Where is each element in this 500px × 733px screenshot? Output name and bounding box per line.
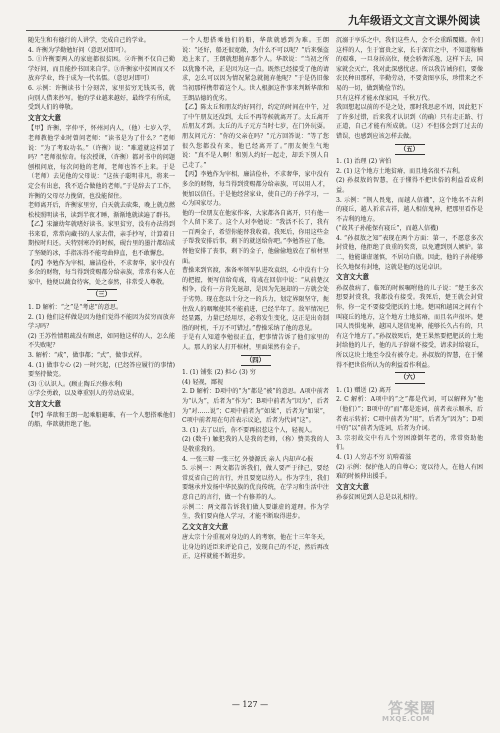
- paragraph: 孙泰贫困见到人总是以礼相待。: [336, 494, 422, 502]
- paragraph: 【甲】许衡，字仲平，怀州河内人，（他）七岁入学，老师教他学业时曾问老师：“读书是为了什么？”老师说：“为了考取功名。”（许衡）说：“难道就这样罢了吗？”老师很惊奇。每次授课，（许衡）都对书中的问题刨根问底，每次问他的老师，老师也答不上来。于是（老师）去见他的父母说：“这孩子聪明非凡，将来一定会有出息，我不适合做他的老师。”于是辞去了工作，许衡的父母尽力挽留，也没能留住。: [28, 125, 175, 200]
- column-middle: [182, 36, 329, 693]
- paragraph: 1. D 解析：“之”是“考虑”的意思。: [28, 304, 123, 312]
- paragraph: 2. (1) 这个地方土地贫瘠，而且地名很不吉利。: [336, 167, 465, 175]
- column-right: [336, 36, 483, 693]
- running-header: 九年级语文文言文课外阅读: [348, 14, 480, 27]
- paragraph: 我回想起以前的不是之处，那时我思虑不周，因此犯下了许多过错，后来我才认识到（的确）只有走正路、行正道，自己才能有所成就。（这）不但体会到了过去的错误，也感到应该怎样去做。: [336, 104, 483, 140]
- paragraph: (2) (数千) 触犯我的人是我的老师，（称）赞美我的人是敬重我的。: [182, 436, 329, 453]
- paragraph: 【甲】华歆和王朗一起乘船避难，有一个人想搭乘他们的船，华歆就拒绝了他。: [28, 411, 175, 429]
- paragraph: 3. 解析：“咸”，做事都；“式”，做事式样。: [28, 352, 146, 359]
- section-number: （六）: [395, 372, 425, 384]
- paragraph: 4. 许衡为学勤勉好问（意思对即可）。: [28, 46, 131, 54]
- paragraph: 老师离开后，许衡家里穷，白天就去砍柴，晚上就点燃松枝照明读书，读到半夜才睡，渐渐地就读遍了群书。: [28, 202, 175, 219]
- paragraph: 1. (1) 治理 (2) 害怕: [336, 158, 392, 166]
- paragraph: (“故其子孙能保有寝丘”，而越人信禨): [336, 225, 439, 233]
- paragraph: 6. 示例：许衡读书十分刻苦，家里贫穷无钱买书，就向别人借来抄写。他的学业越来越好，最终学有所成，受到人们的尊敬。: [28, 84, 175, 112]
- column-left: [28, 36, 175, 693]
- paragraph: 4. “孙叔敖之知”表现在两个方面：第一，不愿意多次封赏他，他拒绝了贵重的奖赏，以免遭到别人嫉妒。第二，他能谦虚谨慎，不居功自傲。因此，他的子孙能够长久地保有封地，这就是他的远见卓识。: [336, 234, 483, 271]
- page-number: — 127 —: [231, 700, 269, 709]
- paragraph: (2) 示例：保护他人的自尊心；宽以待人，在他人有困难的时候伸出援手。: [336, 463, 483, 481]
- paragraph: 【丙】李勉作为宰相，廉洁俭朴，不求奢华，家中没有多余的财物，每当得到赏赐都分给亲族，可以用人才，便加以信任。于是他经营家业，使自己的子孙学习，一心为国家尽力。: [182, 171, 329, 208]
- watermark-text: 答案圈: [388, 699, 437, 717]
- paragraph: 【乙】宋濂幼年就嗜好读书。家里贫穷，没有办法得到书来看，常常向藏书的人家去借，亲手抄写，计算着日期按时归还。天特别寒冷的时候，砚台里的墨汁都结成了坚硬的冰，手指冻得不能弯曲伸直，也不敢懈怠。: [28, 221, 175, 258]
- header-rule: [26, 30, 480, 31]
- paragraph: (2) 王苏性情粗疏没有顾虑，如同他这样的人，怎么能不失败呢？: [28, 332, 175, 350]
- paragraph: 2. (1) 他们这样做是因为他们觉得不能因为贫穷而放弃学习吗？: [28, 313, 175, 331]
- section-heading: 文言文大意: [336, 273, 369, 282]
- paragraph: (4) 轻视，鄙视: [182, 378, 224, 386]
- paragraph: 3. 宗羽故交中有儿个穷困潦倒年老的，常常资助他们。: [336, 434, 483, 452]
- paragraph: 随先生和有德行的人讲学，完成自己的学业。: [28, 37, 150, 44]
- paragraph: 1. (1) 铺张 (2) 担心 (3) 穷: [182, 369, 256, 377]
- paragraph: 2. D 解析：D项中的“为”都是“被”的意思。A项中前者为“认为”，后者为“作为”；B项中前者为“因为”，后者为“对……说”；C项中前者为“如果”，后者为“如果”，C项中前者用在句首表示议论，后者为代词“这”。: [182, 388, 329, 425]
- paragraph: 唐太宗十分重视对身边的人的考察，他在十三年冬天，让身边的近臣来评论自己，发现自己的不足，然后再改正，这样就能不断进步。: [182, 534, 329, 561]
- paragraph: 于是有人知道李勉很正直，把事情告诉了他们家里的人。那人的家人打开棺材，里面果然有金子。: [182, 334, 329, 351]
- paragraph: 他的一位朋友在他家作客，大家都各自离开，只有他一个人留下来了。这个人对李勉说：“我活不长了，我有一百两金子，希望你能替我收着。我死后，你用这些金子帮我安排后事，剩下的就送给你吧。”李勉答应了他，替他安排了丧事，剩下的金子，他偷偷地放在了棺材里面。: [182, 209, 329, 265]
- paragraph: 4. 一张三辩 一张三忆 外婆源氏 亲人 内却声心报: [182, 455, 314, 463]
- paragraph: 4. (1) 做事专心 (2) 一时兴起，(已经答应履行的事情)要坚持做完。: [28, 361, 175, 379]
- paragraph: 示例二：两文都告诉我们做人要谦虚的道理。作为学生，我们要向他人学习，才能不断取得进步。: [182, 503, 329, 521]
- paragraph: 曹操来到官渡，准备率领军队进攻袁绍，心中没有十分的把握，便写信给荀彧，荀彧在回信中说：“从前楚汉相争，没有一方肯先退却，是因为先退却的一方就会处于劣势。现在您以十分之一的兵力，划定界限坚守，扼住敌人的咽喉使其不能前进，已经半年了。敌军情况已经显露，力量已经用尽，必将发生变化，这正是出奇制胜的时机，千万不可错过。”曹操采纳了他的意见。: [182, 267, 329, 332]
- section-heading: 乙文文言文大意: [182, 522, 229, 531]
- paragraph: 5. ①许衡要两人的家庭都很贫困。②许衡不仅自己勤学好问，而且能抄书回来自学。③许衡家中贫困而又不放弃学业，终于成为一代名儒。（意思对即可）: [28, 56, 175, 83]
- paragraph: 4. (1) 人穷志不穷 坑啃着滋: [336, 453, 412, 461]
- paragraph: 一个人想搭乘他们的船，华歆就感到为难。王朗说：“还好，船还很宽敞，为什么不可以呢？”后来强盗追上来了，王朗就想抛弃那个人。华歆说：“当初之所以犹豫不决，正是因为这一点。既然已经接受了他的请求，怎么可以因为情况紧急就抛弃他呢？”于是仍旧像当初那样携带着这个人。世人根据这件事来判断华歆和王朗品德的优劣。: [182, 37, 329, 102]
- paragraph: (3) ①认识人。(顾止陶丘兴修水利): [28, 380, 123, 388]
- section-number: （四）: [241, 355, 271, 367]
- paragraph: 5. 示例一：两文都告诉我们，做人要严于律己，要经常反省自己的言行，并且要宽以待人。作为学生，我们要继承并发扬中华民族的优良传统，在学习和生活中注意自己的言行，做一个有修养的人。: [182, 465, 329, 501]
- paragraph: 1. (1) 赠送 (2) 离开: [336, 386, 392, 394]
- paragraph: 【丙】李勉作为宰相，廉洁俭朴，不求奢华，家中没有多余的财物，每当得到赏赐都分给亲族，常常有客人在家中，他便以蔬食待客，处之泰然，非常受人尊敬。: [28, 259, 175, 286]
- section-heading: 文言文大意: [336, 482, 369, 491]
- paragraph: 3. (1) 去了以后，你不要再招惹这个人，轻视人。: [182, 426, 317, 434]
- paragraph: 3. 示例：“荆人畏鬼，而越人信禨”，这个地名不吉利的寝丘，越人祈求吉祥，越人相信鬼神，把那里看作是不吉利的地方。: [336, 196, 483, 223]
- paragraph: 沉溺于享乐之中，我们这些人，会不会重蹈覆辙。你们这样的人，生于富贵之家，长于深宫之中，不知道稼穑的艰难，一旦身居高位，便会骄奢淫逸，这样下去，国家就会灭亡，我对此深感忧虑。所以我告诫你们，要像农民种田那样，辛勤劳动，不要贪图享乐，珍惜来之不易的一切，做到勤俭节约。: [336, 37, 483, 92]
- paragraph: 只有这样才能永保家国，千秋万代。: [336, 94, 434, 102]
- watermark-url: MXQE.COM: [382, 715, 430, 723]
- paragraph: 2. C 解析：A项中的“之”都是代词，可以解释为“他（他们）”；B项中的“而”都是连词，前者表示顺承，后者表示转折；C项中前者为“用”，后者为“因为”；D项中的“以”前者为连词，后者为介词。: [336, 396, 483, 433]
- paragraph: 孙叔敖病了，临死的时候嘱咐他的儿子说：“楚王多次想要封赏我，我都没有接受。我死后，楚王就会封赏你，你一定不要接受肥沃的土地。楚国和越国之间有个叫寝丘的地方，这个地方土地贫瘠，而且名声很坏。楚国人畏惧鬼神，越国人迷信鬼神，能够长久占有的，只有这个地方了。”孙叔敖死后，楚王果然要把肥沃的土地封给他的儿子，他的儿子辞谢不接受，请求封给寝丘，所以这块土地至今没有被夺走。孙叔敖的智慧，在于懂得不把世俗所认为的利益看作利益。: [336, 284, 483, 369]
- watermark-logo: [380, 697, 490, 727]
- paragraph: (2) 孙叔敖的智慧，在于懂得不把世俗的利益看成利益。: [336, 177, 483, 194]
- section-number: （三）: [87, 289, 117, 301]
- paragraph: ③学会勇敢，以及尊重别人的劳动成果。: [28, 390, 138, 398]
- paragraph: 【乙】陈太丘和朋友约好同行，约定的时间在中午，过了中午朋友还没到，太丘不再等候就离开了。太丘离开后朋友才到。太丘的儿子元方当时七岁，在门外玩耍。朋友问元方：“你的父亲在吗？”元方回答说：“等了您很久您都没有来，他已经离开了。”朋友便生气地说：“真不是人啊！和别人约好一起走，却丢下别人自己走了。”: [182, 104, 329, 169]
- section-heading: 文言文大意: [28, 399, 61, 408]
- section-heading: 文言文大意: [28, 113, 61, 122]
- section-number: （五）: [395, 144, 425, 156]
